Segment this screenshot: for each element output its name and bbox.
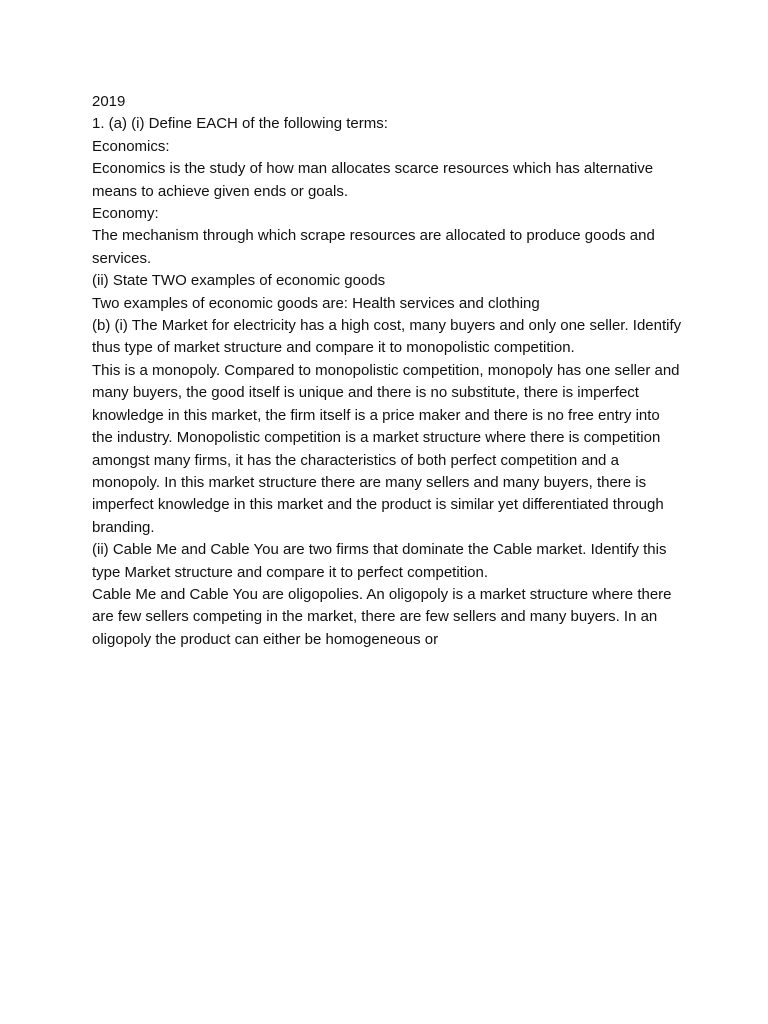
- answer-1b-ii: Cable Me and Cable You are oligopolies. An oligopoly is a market structure where there are few sellers competing in the market, there are few sellers and many buyers. In an oligopoly the product can either be homogeneous or: [92, 585, 672, 648]
- definition-economics: Economics is the study of how man allocates scarce resources which has alternative means to achieve given ends or goals.: [92, 160, 654, 200]
- definition-economy: The mechanism through which scrape resources are allocated to produce goods and services.: [92, 227, 655, 267]
- document-body: [92, 91, 682, 651]
- term-economy: Economy:: [92, 205, 159, 223]
- term-economics: Economics:: [92, 137, 170, 155]
- answer-1b-i: This is a monopoly. Compared to monopolistic competition, monopoly has one seller and many buyers, the good itself is unique and there is no substitute, there is imperfect knowledge in this market, the firm itself is a price maker and there is no free entry into the industry. Monopolistic competition is a market structure where there is competition amongst many firms, it has the characteristics of both perfect competition and a monopoly. In this market structure there are many sellers and many buyers, there is imperfect knowledge in this market and the product is similar yet differentiated through branding.: [92, 361, 680, 536]
- answer-1a-ii: Two examples of economic goods are: Health services and clothing: [92, 294, 540, 312]
- question-1a-i: 1. (a) (i) Define EACH of the following terms:: [92, 115, 388, 133]
- question-1b-ii: (ii) Cable Me and Cable You are two firms that dominate the Cable market. Identify this type Market structure and compare it to perfect competition.: [92, 541, 667, 581]
- year-heading: 2019: [92, 93, 126, 110]
- question-1b-i: (b) (i) The Market for electricity has a high cost, many buyers and only one seller. Identify thus type of market structure and compare it to monopolistic competition.: [92, 317, 682, 357]
- question-1a-ii: (ii) State TWO examples of economic goods: [92, 272, 386, 290]
